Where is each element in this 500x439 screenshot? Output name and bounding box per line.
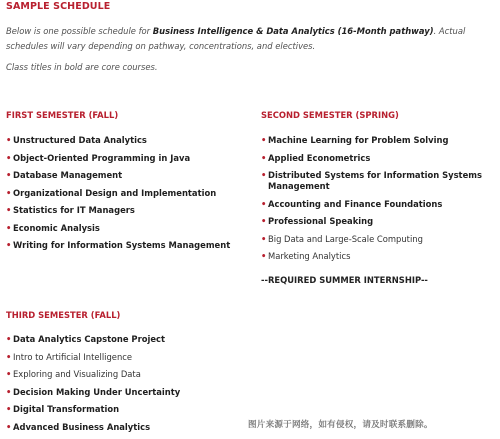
bullet-icon: •: [6, 205, 12, 215]
course-item: [6, 240, 251, 251]
core-course-note: Class titles in bold are core courses.: [6, 62, 158, 72]
bullet-icon: •: [6, 170, 12, 180]
bullet-icon: •: [6, 421, 12, 432]
course-name: Exploring and Visualizing Data: [13, 369, 141, 379]
course-name: Data Analytics Capstone Project: [13, 334, 165, 344]
course-name: Professional Speaking: [268, 216, 374, 226]
course-item: [261, 135, 491, 146]
intro-text-after: . Actual schedules will vary depending on pathway, concentrations, and electives.: [6, 26, 466, 51]
course-item: [6, 170, 251, 181]
course-item: [261, 216, 491, 227]
bullet-icon: •: [261, 198, 267, 209]
bullet-icon: •: [261, 135, 267, 145]
bullet-icon: •: [6, 152, 12, 163]
course-item: [261, 199, 491, 210]
bullet-icon: •: [261, 170, 267, 180]
first-semester-course-list: [6, 135, 251, 258]
course-name: Accounting and Finance Foundations: [268, 198, 443, 209]
course-item: [6, 422, 251, 433]
course-item: [261, 234, 491, 245]
bullet-icon: •: [6, 187, 12, 198]
course-item: [6, 205, 251, 216]
course-item: [261, 251, 491, 262]
bullet-icon: •: [6, 135, 12, 145]
bullet-icon: •: [261, 152, 267, 163]
course-name: Big Data and Large-Scale Computing: [268, 233, 423, 244]
bullet-icon: •: [261, 251, 267, 261]
summer-internship-note: --REQUIRED SUMMER INTERNSHIP--: [261, 275, 428, 285]
course-item: [6, 223, 251, 234]
third-semester-course-list: [6, 334, 251, 439]
course-name: Machine Learning for Problem Solving: [268, 135, 449, 145]
course-name: Applied Econometrics: [268, 152, 371, 163]
course-name: Digital Transformation: [13, 404, 120, 414]
bullet-icon: •: [261, 233, 267, 244]
section-title: SAMPLE SCHEDULE: [6, 1, 111, 12]
intro-text-before: Below is one possible schedule for: [6, 26, 153, 36]
bullet-icon: •: [6, 240, 12, 250]
bullet-icon: •: [6, 386, 12, 397]
course-item: [6, 352, 251, 363]
course-name: Writing for Information Systems Management: [13, 240, 231, 250]
course-name: Advanced Business Analytics: [13, 421, 151, 432]
bullet-icon: •: [6, 334, 12, 344]
course-name: Unstructured Data Analytics: [13, 135, 147, 145]
course-name: Organizational Design and Implementation: [13, 187, 217, 198]
course-name: Decision Making Under Uncertainty: [13, 386, 181, 397]
course-item: [6, 135, 251, 146]
course-item: [6, 404, 251, 415]
course-item: [261, 153, 491, 164]
course-name: Statistics for IT Managers: [13, 205, 135, 215]
watermark-text: 图片来源于网络，如有侵权，请及时联系删除。: [248, 420, 433, 430]
third-semester-heading: THIRD SEMESTER (FALL): [6, 310, 121, 320]
course-name: Distributed Systems for Information Systems Management: [268, 170, 482, 191]
first-semester-heading: FIRST SEMESTER (FALL): [6, 110, 119, 120]
course-name: Database Management: [13, 170, 123, 180]
course-name: Intro to Artificial Intelligence: [13, 351, 133, 362]
intro-pathway-name: Business Intelligence & Data Analytics (16-Month pathway): [152, 26, 434, 36]
course-item: [6, 387, 251, 398]
second-semester-heading: SECOND SEMESTER (SPRING): [261, 110, 399, 120]
bullet-icon: •: [6, 369, 12, 379]
course-name: Object-Oriented Programming in Java: [13, 152, 191, 163]
course-item: [6, 153, 251, 164]
bullet-icon: •: [6, 222, 12, 233]
course-name: Economic Analysis: [13, 222, 100, 233]
bullet-icon: •: [261, 216, 267, 226]
bullet-icon: •: [6, 351, 12, 362]
course-item: [6, 369, 251, 380]
course-name: Marketing Analytics: [268, 251, 351, 261]
course-item: [6, 188, 251, 199]
bullet-icon: •: [6, 404, 12, 414]
intro-paragraph: [6, 24, 494, 54]
second-semester-course-list: [261, 135, 491, 269]
course-item: [6, 334, 251, 345]
course-item: [261, 170, 491, 192]
